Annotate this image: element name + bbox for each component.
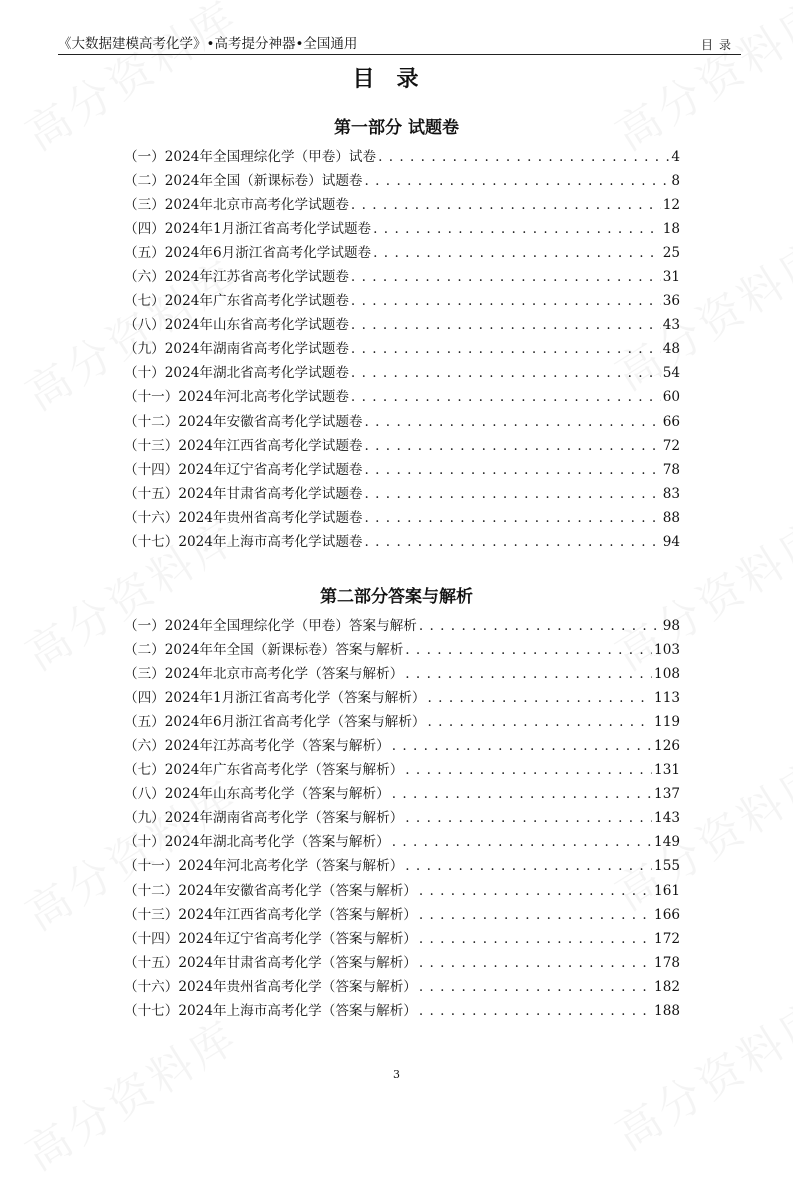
toc-entry-title: （一）2024年全国理综化学（甲卷）试卷 [124, 149, 377, 165]
toc-entry[interactable] [124, 614, 680, 638]
toc-entry-title: （七）2024年广东省高考化学（答案与解析） [124, 762, 404, 779]
toc-entry-page: 98 [662, 618, 680, 634]
toc-dot-leader [365, 458, 661, 482]
toc-entry-page: 12 [662, 197, 680, 214]
toc-entry[interactable] [124, 217, 680, 241]
toc-dot-leader [419, 927, 652, 951]
toc-dot-leader [392, 782, 652, 806]
toc-dot-leader [405, 854, 652, 878]
toc-dot-leader [419, 903, 652, 927]
toc-dot-leader [351, 289, 661, 313]
toc-entry-title: （十四）2024年辽宁省高考化学（答案与解析） [124, 930, 417, 947]
toc-entry-title: （九）2024年湖南省高考化学（答案与解析） [124, 810, 404, 827]
toc-entry-title: （四）2024年1月浙江省高考化学试题卷 [124, 221, 372, 238]
toc-entry[interactable] [124, 193, 680, 217]
toc-entry[interactable] [124, 145, 680, 169]
toc-entry-title: （六）2024年江苏省高考化学试题卷 [124, 269, 349, 286]
toc-dot-leader [351, 361, 661, 385]
toc-entry[interactable] [124, 361, 680, 385]
toc-entry-page: 113 [654, 690, 680, 707]
toc-entry-page: 126 [654, 738, 680, 755]
toc-dot-leader [405, 806, 652, 830]
toc-entry-page: 119 [654, 714, 680, 731]
toc-entry-title: （十四）2024年辽宁省高考化学试题卷 [124, 461, 363, 478]
toc-dot-leader [351, 337, 661, 361]
toc-entry-title: （十）2024年湖北高考化学（答案与解析） [124, 834, 390, 851]
part1-toc-list [124, 145, 680, 554]
part1-heading: 第一部分 试题卷 [334, 118, 459, 138]
toc-dot-leader [392, 734, 652, 758]
toc-entry[interactable] [124, 410, 680, 434]
book-title: 《大数据建模高考化学》•高考提分神器•全国通用 [58, 36, 358, 52]
toc-entry[interactable] [124, 782, 680, 806]
toc-dot-leader [419, 999, 652, 1023]
toc-entry[interactable] [124, 854, 680, 878]
toc-entry-title: （九）2024年湖南省高考化学试题卷 [124, 341, 349, 358]
toc-dot-leader [365, 169, 670, 193]
toc-entry-title: （十一）2024年河北高考化学试题卷 [124, 389, 349, 406]
toc-entry-page: 48 [662, 341, 680, 358]
toc-dot-leader [365, 410, 661, 434]
toc-dot-leader [428, 686, 653, 710]
header-section-label: 目录 [700, 38, 737, 52]
toc-dot-leader [351, 313, 661, 337]
toc-dot-leader [365, 530, 661, 554]
toc-entry[interactable] [124, 265, 680, 289]
toc-dot-leader [365, 434, 661, 458]
toc-entry[interactable] [124, 638, 680, 662]
toc-entry-title: （十二）2024年安徽省高考化学（答案与解析） [124, 882, 417, 899]
toc-entry[interactable] [124, 289, 680, 313]
toc-entry-page: 161 [654, 882, 680, 899]
toc-entry[interactable] [124, 385, 680, 409]
toc-entry-page: 78 [662, 461, 680, 478]
toc-entry[interactable] [124, 506, 680, 530]
toc-dot-leader [351, 193, 661, 217]
toc-entry-page: 155 [654, 858, 680, 875]
toc-entry-title: （二）2024年年全国（新课标卷）答案与解析 [124, 642, 404, 659]
toc-entry-page: 182 [654, 978, 680, 995]
toc-entry-page: 94 [662, 533, 680, 550]
toc-dot-leader [351, 385, 661, 409]
toc-dot-leader [378, 145, 669, 169]
toc-entry[interactable] [124, 999, 680, 1023]
toc-entry-page: 166 [654, 906, 680, 923]
toc-entry-page: 188 [654, 1002, 680, 1019]
toc-entry[interactable] [124, 434, 680, 458]
toc-dot-leader [419, 614, 661, 638]
toc-dot-leader [373, 241, 661, 265]
toc-dot-leader [405, 662, 652, 686]
toc-entry-page: 172 [654, 930, 680, 947]
toc-dot-leader [419, 975, 652, 999]
toc-entry-page: 54 [662, 365, 680, 382]
toc-entry[interactable] [124, 337, 680, 361]
toc-entry-page: 72 [662, 437, 680, 454]
toc-entry-page: 25 [662, 245, 680, 262]
toc-entry-page: 149 [654, 834, 680, 851]
toc-entry[interactable] [124, 903, 680, 927]
toc-dot-leader [405, 758, 652, 782]
toc-dot-leader [351, 265, 661, 289]
toc-entry-page: 66 [662, 413, 680, 430]
toc-entry[interactable] [124, 927, 680, 951]
toc-entry-title: （十七）2024年上海市高考化学试题卷 [124, 533, 363, 550]
toc-entry-page: 137 [654, 786, 680, 803]
toc-entry[interactable] [124, 482, 680, 506]
toc-entry-page: 4 [671, 149, 680, 165]
toc-entry[interactable] [124, 951, 680, 975]
toc-dot-leader [419, 951, 652, 975]
toc-entry[interactable] [124, 458, 680, 482]
toc-entry-title: （四）2024年1月浙江省高考化学（答案与解析） [124, 690, 426, 707]
toc-entry-page: 31 [662, 269, 680, 286]
toc-entry-title: （十二）2024年安徽省高考化学试题卷 [124, 413, 363, 430]
toc-entry-title: （五）2024年6月浙江省高考化学试题卷 [124, 245, 372, 262]
toc-entry-page: 178 [654, 954, 680, 971]
toc-entry-page: 43 [662, 317, 680, 334]
toc-entry[interactable] [124, 806, 680, 830]
toc-entry[interactable] [124, 975, 680, 999]
toc-entry-title: （十三）2024年江西省高考化学（答案与解析） [124, 906, 417, 923]
page-number: 3 [393, 1068, 400, 1081]
toc-entry-page: 108 [654, 666, 680, 683]
toc-entry-page: 103 [654, 642, 680, 659]
toc-entry[interactable] [124, 169, 680, 193]
toc-entry[interactable] [124, 662, 680, 686]
toc-entry-title: （八）2024年山东高考化学（答案与解析） [124, 786, 390, 803]
watermark [11, 1001, 248, 1182]
toc-entry-title: （十五）2024年甘肃省高考化学试题卷 [124, 485, 363, 502]
toc-entry-title: （十六）2024年贵州省高考化学试题卷 [124, 509, 363, 526]
toc-entry[interactable] [124, 686, 680, 710]
toc-entry-page: 83 [662, 485, 680, 502]
toc-entry[interactable] [124, 830, 680, 854]
toc-dot-leader [392, 830, 652, 854]
toc-entry-page: 18 [662, 221, 680, 238]
toc-entry-title: （十）2024年湖北省高考化学试题卷 [124, 365, 349, 382]
toc-entry-title: （三）2024年北京市高考化学（答案与解析） [124, 666, 404, 683]
toc-entry-page: 88 [662, 509, 680, 526]
toc-entry[interactable] [124, 710, 680, 734]
toc-entry[interactable] [124, 734, 680, 758]
toc-entry-title: （一）2024年全国理综化学（甲卷）答案与解析 [124, 618, 417, 634]
toc-dot-leader [373, 217, 661, 241]
toc-entry-title: （三）2024年北京市高考化学试题卷 [124, 197, 349, 214]
part2-toc-list [124, 614, 680, 1023]
toc-entry[interactable] [124, 313, 680, 337]
toc-entry-title: （七）2024年广东省高考化学试题卷 [124, 293, 349, 310]
toc-entry-title: （十七）2024年上海市高考化学（答案与解析） [124, 1002, 417, 1019]
toc-entry-page: 36 [662, 293, 680, 310]
page-header [58, 30, 741, 55]
toc-entry-title: （六）2024年江苏高考化学（答案与解析） [124, 738, 390, 755]
toc-entry-title: （十一）2024年河北高考化学（答案与解析） [124, 858, 404, 875]
page-title: 目录 [352, 67, 441, 92]
toc-dot-leader [419, 879, 652, 903]
toc-dot-leader [365, 482, 661, 506]
toc-entry-page: 8 [671, 173, 680, 190]
toc-entry-title: （二）2024年全国（新课标卷）试题卷 [124, 173, 363, 190]
toc-entry-page: 143 [654, 810, 680, 827]
toc-entry-title: （五）2024年6月浙江省高考化学（答案与解析） [124, 714, 426, 731]
toc-dot-leader [405, 638, 652, 662]
toc-entry-title: （十五）2024年甘肃省高考化学（答案与解析） [124, 954, 417, 971]
toc-entry-title: （十三）2024年江西省高考化学试题卷 [124, 437, 363, 454]
part2-heading: 第二部分答案与解析 [320, 587, 473, 607]
toc-entry[interactable] [124, 241, 680, 265]
toc-entry[interactable] [124, 758, 680, 782]
toc-entry-title: （十六）2024年贵州省高考化学（答案与解析） [124, 978, 417, 995]
toc-dot-leader [428, 710, 653, 734]
toc-entry-page: 131 [654, 762, 680, 779]
toc-entry-title: （八）2024年山东省高考化学试题卷 [124, 317, 349, 334]
toc-entry[interactable] [124, 530, 680, 554]
toc-entry[interactable] [124, 879, 680, 903]
toc-entry-page: 60 [662, 389, 680, 406]
toc-dot-leader [365, 506, 661, 530]
